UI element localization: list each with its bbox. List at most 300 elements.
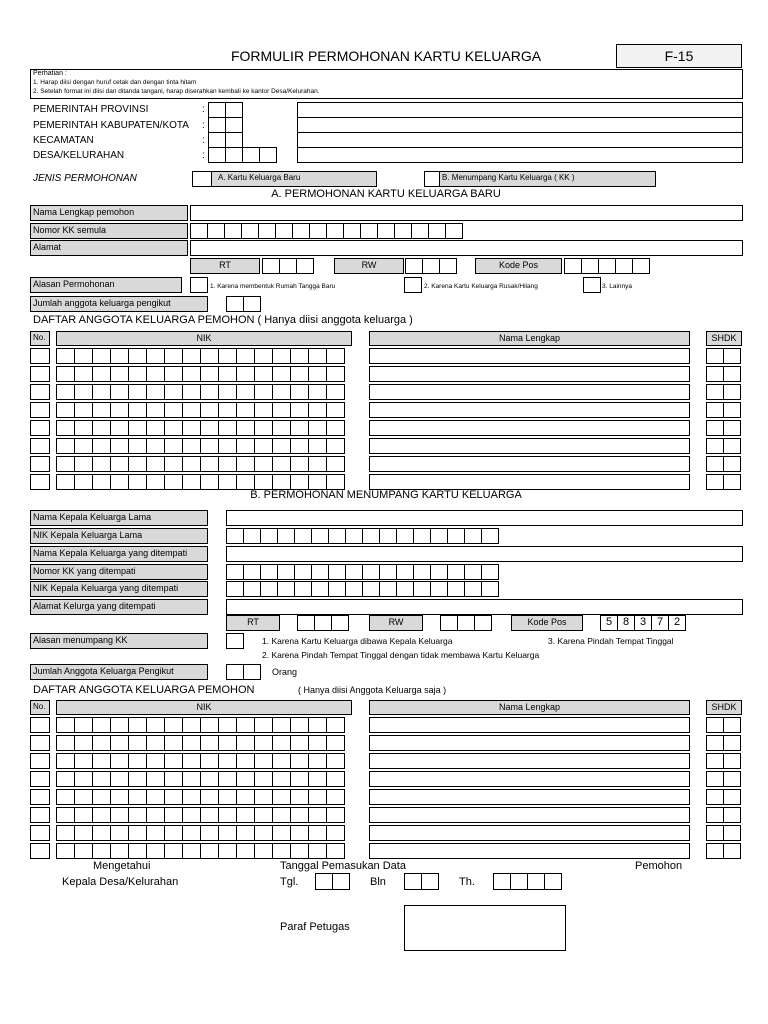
digit-cell[interactable] bbox=[146, 348, 165, 364]
digit-cell[interactable] bbox=[243, 581, 261, 597]
digit-cell[interactable] bbox=[254, 717, 273, 733]
digit-cell[interactable] bbox=[723, 474, 741, 490]
digit-cell[interactable] bbox=[182, 402, 201, 418]
digit-cell[interactable] bbox=[379, 528, 397, 544]
digit-cell[interactable] bbox=[328, 564, 346, 580]
row-number-cell[interactable] bbox=[30, 753, 50, 769]
digit-cell[interactable] bbox=[74, 843, 93, 859]
member-nik-cells[interactable] bbox=[56, 366, 345, 382]
digit-cell[interactable] bbox=[128, 771, 147, 787]
member-shdk-cells[interactable] bbox=[706, 753, 741, 769]
member-shdk-cells[interactable] bbox=[706, 843, 741, 859]
digit-cell[interactable] bbox=[236, 789, 255, 805]
digit-cell[interactable] bbox=[430, 581, 448, 597]
digit-cell[interactable] bbox=[290, 348, 309, 364]
digit-cell[interactable] bbox=[706, 456, 724, 472]
digit-cell[interactable] bbox=[447, 528, 465, 544]
digit-cell[interactable] bbox=[290, 843, 309, 859]
digit-cell[interactable] bbox=[290, 825, 309, 841]
rt-cells-b[interactable] bbox=[297, 615, 349, 631]
digit-cell[interactable] bbox=[236, 771, 255, 787]
digit-cell[interactable] bbox=[200, 420, 219, 436]
digit-cell[interactable] bbox=[182, 789, 201, 805]
member-nama-input[interactable] bbox=[369, 366, 690, 382]
digit-cell[interactable] bbox=[56, 438, 75, 454]
member-nama-input[interactable] bbox=[369, 474, 690, 490]
digit-cell[interactable] bbox=[328, 581, 346, 597]
member-nik-cells[interactable] bbox=[56, 717, 345, 733]
member-nama-input[interactable] bbox=[369, 348, 690, 364]
digit-cell[interactable] bbox=[182, 456, 201, 472]
row-number-cell[interactable] bbox=[30, 843, 50, 859]
digit-cell[interactable] bbox=[56, 348, 75, 364]
digit-cell[interactable] bbox=[207, 223, 225, 239]
member-shdk-cells[interactable] bbox=[706, 825, 741, 841]
digit-cell[interactable] bbox=[182, 420, 201, 436]
digit-cell[interactable] bbox=[275, 223, 293, 239]
member-shdk-cells[interactable] bbox=[706, 807, 741, 823]
digit-cell[interactable] bbox=[200, 474, 219, 490]
digit-cell[interactable] bbox=[56, 366, 75, 382]
digit-cell[interactable] bbox=[326, 789, 345, 805]
digit-cell[interactable] bbox=[258, 223, 276, 239]
member-shdk-cells[interactable] bbox=[706, 348, 741, 364]
digit-cell[interactable] bbox=[146, 753, 165, 769]
member-nama-input[interactable] bbox=[369, 753, 690, 769]
digit-cell[interactable] bbox=[200, 456, 219, 472]
bln-cells[interactable] bbox=[404, 873, 439, 890]
digit-cell[interactable] bbox=[128, 807, 147, 823]
digit-cell[interactable] bbox=[236, 384, 255, 400]
digit-cell[interactable] bbox=[272, 825, 291, 841]
member-nama-input[interactable] bbox=[369, 456, 690, 472]
kode-pos-digit[interactable]: 2 bbox=[668, 615, 686, 631]
digit-cell[interactable] bbox=[56, 420, 75, 436]
digit-cell[interactable] bbox=[272, 735, 291, 751]
digit-cell[interactable] bbox=[394, 223, 412, 239]
digit-cell[interactable] bbox=[254, 438, 273, 454]
digit-cell[interactable] bbox=[56, 402, 75, 418]
digit-cell[interactable] bbox=[110, 348, 129, 364]
digit-cell[interactable] bbox=[272, 753, 291, 769]
digit-cell[interactable] bbox=[92, 807, 111, 823]
checkbox-a[interactable] bbox=[192, 171, 212, 187]
digit-cell[interactable] bbox=[706, 771, 724, 787]
digit-cell[interactable] bbox=[236, 366, 255, 382]
member-nama-input[interactable] bbox=[369, 438, 690, 454]
digit-cell[interactable] bbox=[326, 366, 345, 382]
digit-cell[interactable] bbox=[56, 474, 75, 490]
digit-cell[interactable] bbox=[290, 717, 309, 733]
digit-cell[interactable] bbox=[272, 348, 291, 364]
digit-cell[interactable] bbox=[92, 735, 111, 751]
digit-cell[interactable] bbox=[706, 843, 724, 859]
member-shdk-cells[interactable] bbox=[706, 420, 741, 436]
digit-cell[interactable] bbox=[254, 789, 273, 805]
digit-cell[interactable] bbox=[290, 384, 309, 400]
digit-cell[interactable] bbox=[311, 581, 329, 597]
digit-cell[interactable] bbox=[290, 771, 309, 787]
digit-cell[interactable] bbox=[128, 843, 147, 859]
kecamatan-code[interactable] bbox=[208, 132, 243, 148]
member-shdk-cells[interactable] bbox=[706, 366, 741, 382]
digit-cell[interactable] bbox=[308, 717, 327, 733]
digit-cell[interactable] bbox=[272, 438, 291, 454]
digit-cell[interactable] bbox=[182, 843, 201, 859]
digit-cell[interactable] bbox=[164, 420, 183, 436]
digit-cell[interactable] bbox=[290, 420, 309, 436]
digit-cell[interactable] bbox=[110, 825, 129, 841]
member-nama-input[interactable] bbox=[369, 735, 690, 751]
digit-cell[interactable] bbox=[110, 384, 129, 400]
digit-cell[interactable] bbox=[723, 366, 741, 382]
digit-cell[interactable] bbox=[92, 366, 111, 382]
digit-cell[interactable] bbox=[74, 825, 93, 841]
member-nama-input[interactable] bbox=[369, 807, 690, 823]
digit-cell[interactable] bbox=[260, 581, 278, 597]
digit-cell[interactable] bbox=[236, 825, 255, 841]
digit-cell[interactable] bbox=[254, 348, 273, 364]
digit-cell[interactable] bbox=[326, 456, 345, 472]
digit-cell[interactable] bbox=[56, 456, 75, 472]
digit-cell[interactable] bbox=[164, 843, 183, 859]
digit-cell[interactable] bbox=[92, 438, 111, 454]
digit-cell[interactable] bbox=[464, 564, 482, 580]
digit-cell[interactable] bbox=[164, 474, 183, 490]
member-shdk-cells[interactable] bbox=[706, 456, 741, 472]
digit-cell[interactable] bbox=[110, 438, 129, 454]
digit-cell[interactable] bbox=[277, 581, 295, 597]
digit-cell[interactable] bbox=[182, 825, 201, 841]
digit-cell[interactable] bbox=[56, 771, 75, 787]
digit-cell[interactable] bbox=[254, 420, 273, 436]
digit-cell[interactable] bbox=[308, 474, 327, 490]
digit-cell[interactable] bbox=[200, 402, 219, 418]
reason-1-checkbox[interactable] bbox=[190, 277, 208, 293]
digit-cell[interactable] bbox=[723, 717, 741, 733]
nik-kk-lama-cells[interactable] bbox=[226, 528, 499, 544]
member-shdk-cells[interactable] bbox=[706, 789, 741, 805]
nomor-kk-ditempati-cells[interactable] bbox=[226, 564, 499, 580]
digit-cell[interactable] bbox=[290, 366, 309, 382]
digit-cell[interactable] bbox=[182, 735, 201, 751]
digit-cell[interactable] bbox=[706, 348, 724, 364]
member-shdk-cells[interactable] bbox=[706, 717, 741, 733]
digit-cell[interactable] bbox=[413, 564, 431, 580]
digit-cell[interactable] bbox=[326, 474, 345, 490]
row-number-cell[interactable] bbox=[30, 717, 50, 733]
digit-cell[interactable] bbox=[723, 384, 741, 400]
digit-cell[interactable] bbox=[74, 420, 93, 436]
digit-cell[interactable] bbox=[146, 366, 165, 382]
digit-cell[interactable] bbox=[379, 581, 397, 597]
digit-cell[interactable] bbox=[723, 807, 741, 823]
digit-cell[interactable] bbox=[723, 735, 741, 751]
digit-cell[interactable] bbox=[345, 581, 363, 597]
member-nik-cells[interactable] bbox=[56, 789, 345, 805]
digit-cell[interactable] bbox=[723, 420, 741, 436]
digit-cell[interactable] bbox=[362, 581, 380, 597]
digit-cell[interactable] bbox=[706, 420, 724, 436]
digit-cell[interactable] bbox=[128, 402, 147, 418]
digit-cell[interactable] bbox=[723, 825, 741, 841]
digit-cell[interactable] bbox=[308, 348, 327, 364]
digit-cell[interactable] bbox=[74, 474, 93, 490]
digit-cell[interactable] bbox=[243, 564, 261, 580]
kode-pos-cells[interactable] bbox=[564, 258, 650, 274]
digit-cell[interactable] bbox=[110, 456, 129, 472]
digit-cell[interactable] bbox=[110, 420, 129, 436]
digit-cell[interactable] bbox=[723, 771, 741, 787]
kode-pos-digit[interactable]: 8 bbox=[617, 615, 635, 631]
digit-cell[interactable] bbox=[308, 771, 327, 787]
digit-cell[interactable] bbox=[290, 735, 309, 751]
member-nik-cells[interactable] bbox=[56, 420, 345, 436]
digit-cell[interactable] bbox=[74, 717, 93, 733]
row-number-cell[interactable] bbox=[30, 420, 50, 436]
digit-cell[interactable] bbox=[254, 807, 273, 823]
digit-cell[interactable] bbox=[309, 223, 327, 239]
digit-cell[interactable] bbox=[218, 753, 237, 769]
digit-cell[interactable] bbox=[236, 735, 255, 751]
member-nik-cells[interactable] bbox=[56, 456, 345, 472]
digit-cell[interactable] bbox=[74, 348, 93, 364]
digit-cell[interactable] bbox=[128, 348, 147, 364]
digit-cell[interactable] bbox=[260, 528, 278, 544]
digit-cell[interactable] bbox=[308, 402, 327, 418]
kabupaten-code[interactable] bbox=[208, 117, 243, 133]
alamat-input[interactable] bbox=[190, 240, 743, 256]
digit-cell[interactable] bbox=[723, 753, 741, 769]
digit-cell[interactable] bbox=[128, 438, 147, 454]
digit-cell[interactable] bbox=[723, 402, 741, 418]
member-nik-cells[interactable] bbox=[56, 735, 345, 751]
digit-cell[interactable] bbox=[723, 438, 741, 454]
member-nik-cells[interactable] bbox=[56, 843, 345, 859]
row-number-cell[interactable] bbox=[30, 771, 50, 787]
digit-cell[interactable] bbox=[110, 753, 129, 769]
digit-cell[interactable] bbox=[74, 402, 93, 418]
digit-cell[interactable] bbox=[200, 771, 219, 787]
row-number-cell[interactable] bbox=[30, 807, 50, 823]
digit-cell[interactable] bbox=[110, 771, 129, 787]
digit-cell[interactable] bbox=[218, 366, 237, 382]
digit-cell[interactable] bbox=[272, 807, 291, 823]
digit-cell[interactable] bbox=[200, 717, 219, 733]
digit-cell[interactable] bbox=[254, 825, 273, 841]
member-nik-cells[interactable] bbox=[56, 771, 345, 787]
reason-2-checkbox[interactable] bbox=[404, 277, 422, 293]
digit-cell[interactable] bbox=[236, 420, 255, 436]
digit-cell[interactable] bbox=[128, 456, 147, 472]
digit-cell[interactable] bbox=[74, 366, 93, 382]
digit-cell[interactable] bbox=[345, 528, 363, 544]
digit-cell[interactable] bbox=[92, 348, 111, 364]
digit-cell[interactable] bbox=[294, 581, 312, 597]
digit-cell[interactable] bbox=[182, 384, 201, 400]
digit-cell[interactable] bbox=[200, 843, 219, 859]
digit-cell[interactable] bbox=[236, 474, 255, 490]
digit-cell[interactable] bbox=[328, 528, 346, 544]
digit-cell[interactable] bbox=[110, 366, 129, 382]
row-number-cell[interactable] bbox=[30, 438, 50, 454]
digit-cell[interactable] bbox=[241, 223, 259, 239]
digit-cell[interactable] bbox=[164, 384, 183, 400]
kode-pos-cells-b[interactable] bbox=[600, 615, 686, 631]
digit-cell[interactable] bbox=[218, 771, 237, 787]
digit-cell[interactable] bbox=[182, 438, 201, 454]
digit-cell[interactable] bbox=[74, 384, 93, 400]
digit-cell[interactable] bbox=[110, 717, 129, 733]
digit-cell[interactable] bbox=[308, 735, 327, 751]
digit-cell[interactable] bbox=[254, 456, 273, 472]
digit-cell[interactable] bbox=[128, 366, 147, 382]
digit-cell[interactable] bbox=[200, 753, 219, 769]
digit-cell[interactable] bbox=[272, 384, 291, 400]
digit-cell[interactable] bbox=[308, 420, 327, 436]
digit-cell[interactable] bbox=[411, 223, 429, 239]
digit-cell[interactable] bbox=[272, 366, 291, 382]
row-number-cell[interactable] bbox=[30, 474, 50, 490]
digit-cell[interactable] bbox=[56, 825, 75, 841]
jumlah-b-cells[interactable] bbox=[226, 664, 261, 680]
digit-cell[interactable] bbox=[218, 807, 237, 823]
digit-cell[interactable] bbox=[110, 807, 129, 823]
digit-cell[interactable] bbox=[146, 438, 165, 454]
digit-cell[interactable] bbox=[428, 223, 446, 239]
region-name-fields[interactable] bbox=[297, 102, 743, 163]
digit-cell[interactable] bbox=[272, 789, 291, 805]
digit-cell[interactable] bbox=[92, 825, 111, 841]
digit-cell[interactable] bbox=[236, 843, 255, 859]
digit-cell[interactable] bbox=[311, 564, 329, 580]
digit-cell[interactable] bbox=[290, 438, 309, 454]
digit-cell[interactable] bbox=[110, 789, 129, 805]
digit-cell[interactable] bbox=[413, 528, 431, 544]
member-shdk-cells[interactable] bbox=[706, 771, 741, 787]
nama-kk-ditempati-input[interactable] bbox=[226, 546, 743, 562]
digit-cell[interactable] bbox=[292, 223, 310, 239]
digit-cell[interactable] bbox=[200, 438, 219, 454]
desa-code[interactable] bbox=[208, 147, 277, 163]
digit-cell[interactable] bbox=[706, 438, 724, 454]
digit-cell[interactable] bbox=[464, 581, 482, 597]
digit-cell[interactable] bbox=[146, 717, 165, 733]
digit-cell[interactable] bbox=[182, 348, 201, 364]
digit-cell[interactable] bbox=[74, 438, 93, 454]
digit-cell[interactable] bbox=[308, 753, 327, 769]
digit-cell[interactable] bbox=[706, 789, 724, 805]
digit-cell[interactable] bbox=[164, 825, 183, 841]
row-number-cell[interactable] bbox=[30, 789, 50, 805]
provinsi-code[interactable] bbox=[208, 102, 243, 118]
digit-cell[interactable] bbox=[218, 438, 237, 454]
digit-cell[interactable] bbox=[56, 807, 75, 823]
digit-cell[interactable] bbox=[92, 474, 111, 490]
digit-cell[interactable] bbox=[128, 825, 147, 841]
digit-cell[interactable] bbox=[345, 564, 363, 580]
digit-cell[interactable] bbox=[218, 456, 237, 472]
digit-cell[interactable] bbox=[164, 438, 183, 454]
digit-cell[interactable] bbox=[430, 528, 448, 544]
digit-cell[interactable] bbox=[723, 348, 741, 364]
digit-cell[interactable] bbox=[326, 438, 345, 454]
digit-cell[interactable] bbox=[706, 474, 724, 490]
digit-cell[interactable] bbox=[56, 717, 75, 733]
digit-cell[interactable] bbox=[74, 771, 93, 787]
digit-cell[interactable] bbox=[326, 843, 345, 859]
digit-cell[interactable] bbox=[243, 528, 261, 544]
digit-cell[interactable] bbox=[146, 735, 165, 751]
digit-cell[interactable] bbox=[706, 735, 724, 751]
digit-cell[interactable] bbox=[92, 402, 111, 418]
digit-cell[interactable] bbox=[236, 753, 255, 769]
digit-cell[interactable] bbox=[290, 402, 309, 418]
digit-cell[interactable] bbox=[226, 528, 244, 544]
row-number-cell[interactable] bbox=[30, 825, 50, 841]
row-number-cell[interactable] bbox=[30, 384, 50, 400]
digit-cell[interactable] bbox=[360, 223, 378, 239]
digit-cell[interactable] bbox=[74, 735, 93, 751]
digit-cell[interactable] bbox=[56, 384, 75, 400]
rw-cells-b[interactable] bbox=[440, 615, 492, 631]
member-nik-cells[interactable] bbox=[56, 438, 345, 454]
digit-cell[interactable] bbox=[430, 564, 448, 580]
digit-cell[interactable] bbox=[190, 223, 208, 239]
member-nik-cells[interactable] bbox=[56, 807, 345, 823]
rt-cells[interactable] bbox=[262, 258, 314, 274]
digit-cell[interactable] bbox=[218, 735, 237, 751]
member-nama-input[interactable] bbox=[369, 384, 690, 400]
digit-cell[interactable] bbox=[200, 807, 219, 823]
digit-cell[interactable] bbox=[481, 581, 499, 597]
digit-cell[interactable] bbox=[236, 717, 255, 733]
member-nik-cells[interactable] bbox=[56, 753, 345, 769]
digit-cell[interactable] bbox=[294, 528, 312, 544]
digit-cell[interactable] bbox=[218, 843, 237, 859]
digit-cell[interactable] bbox=[326, 825, 345, 841]
member-nik-cells[interactable] bbox=[56, 825, 345, 841]
digit-cell[interactable] bbox=[294, 564, 312, 580]
member-nama-input[interactable] bbox=[369, 825, 690, 841]
digit-cell[interactable] bbox=[464, 528, 482, 544]
member-shdk-cells[interactable] bbox=[706, 474, 741, 490]
member-nama-input[interactable] bbox=[369, 402, 690, 418]
kode-pos-digit[interactable]: 7 bbox=[651, 615, 669, 631]
digit-cell[interactable] bbox=[377, 223, 395, 239]
digit-cell[interactable] bbox=[343, 223, 361, 239]
digit-cell[interactable] bbox=[277, 528, 295, 544]
digit-cell[interactable] bbox=[308, 825, 327, 841]
digit-cell[interactable] bbox=[74, 807, 93, 823]
kode-pos-digit[interactable]: 3 bbox=[634, 615, 652, 631]
digit-cell[interactable] bbox=[236, 438, 255, 454]
digit-cell[interactable] bbox=[254, 474, 273, 490]
digit-cell[interactable] bbox=[110, 735, 129, 751]
digit-cell[interactable] bbox=[200, 789, 219, 805]
digit-cell[interactable] bbox=[56, 789, 75, 805]
digit-cell[interactable] bbox=[362, 528, 380, 544]
digit-cell[interactable] bbox=[308, 789, 327, 805]
digit-cell[interactable] bbox=[723, 789, 741, 805]
digit-cell[interactable] bbox=[277, 564, 295, 580]
digit-cell[interactable] bbox=[92, 456, 111, 472]
digit-cell[interactable] bbox=[481, 528, 499, 544]
digit-cell[interactable] bbox=[182, 717, 201, 733]
digit-cell[interactable] bbox=[218, 789, 237, 805]
digit-cell[interactable] bbox=[74, 753, 93, 769]
digit-cell[interactable] bbox=[200, 825, 219, 841]
